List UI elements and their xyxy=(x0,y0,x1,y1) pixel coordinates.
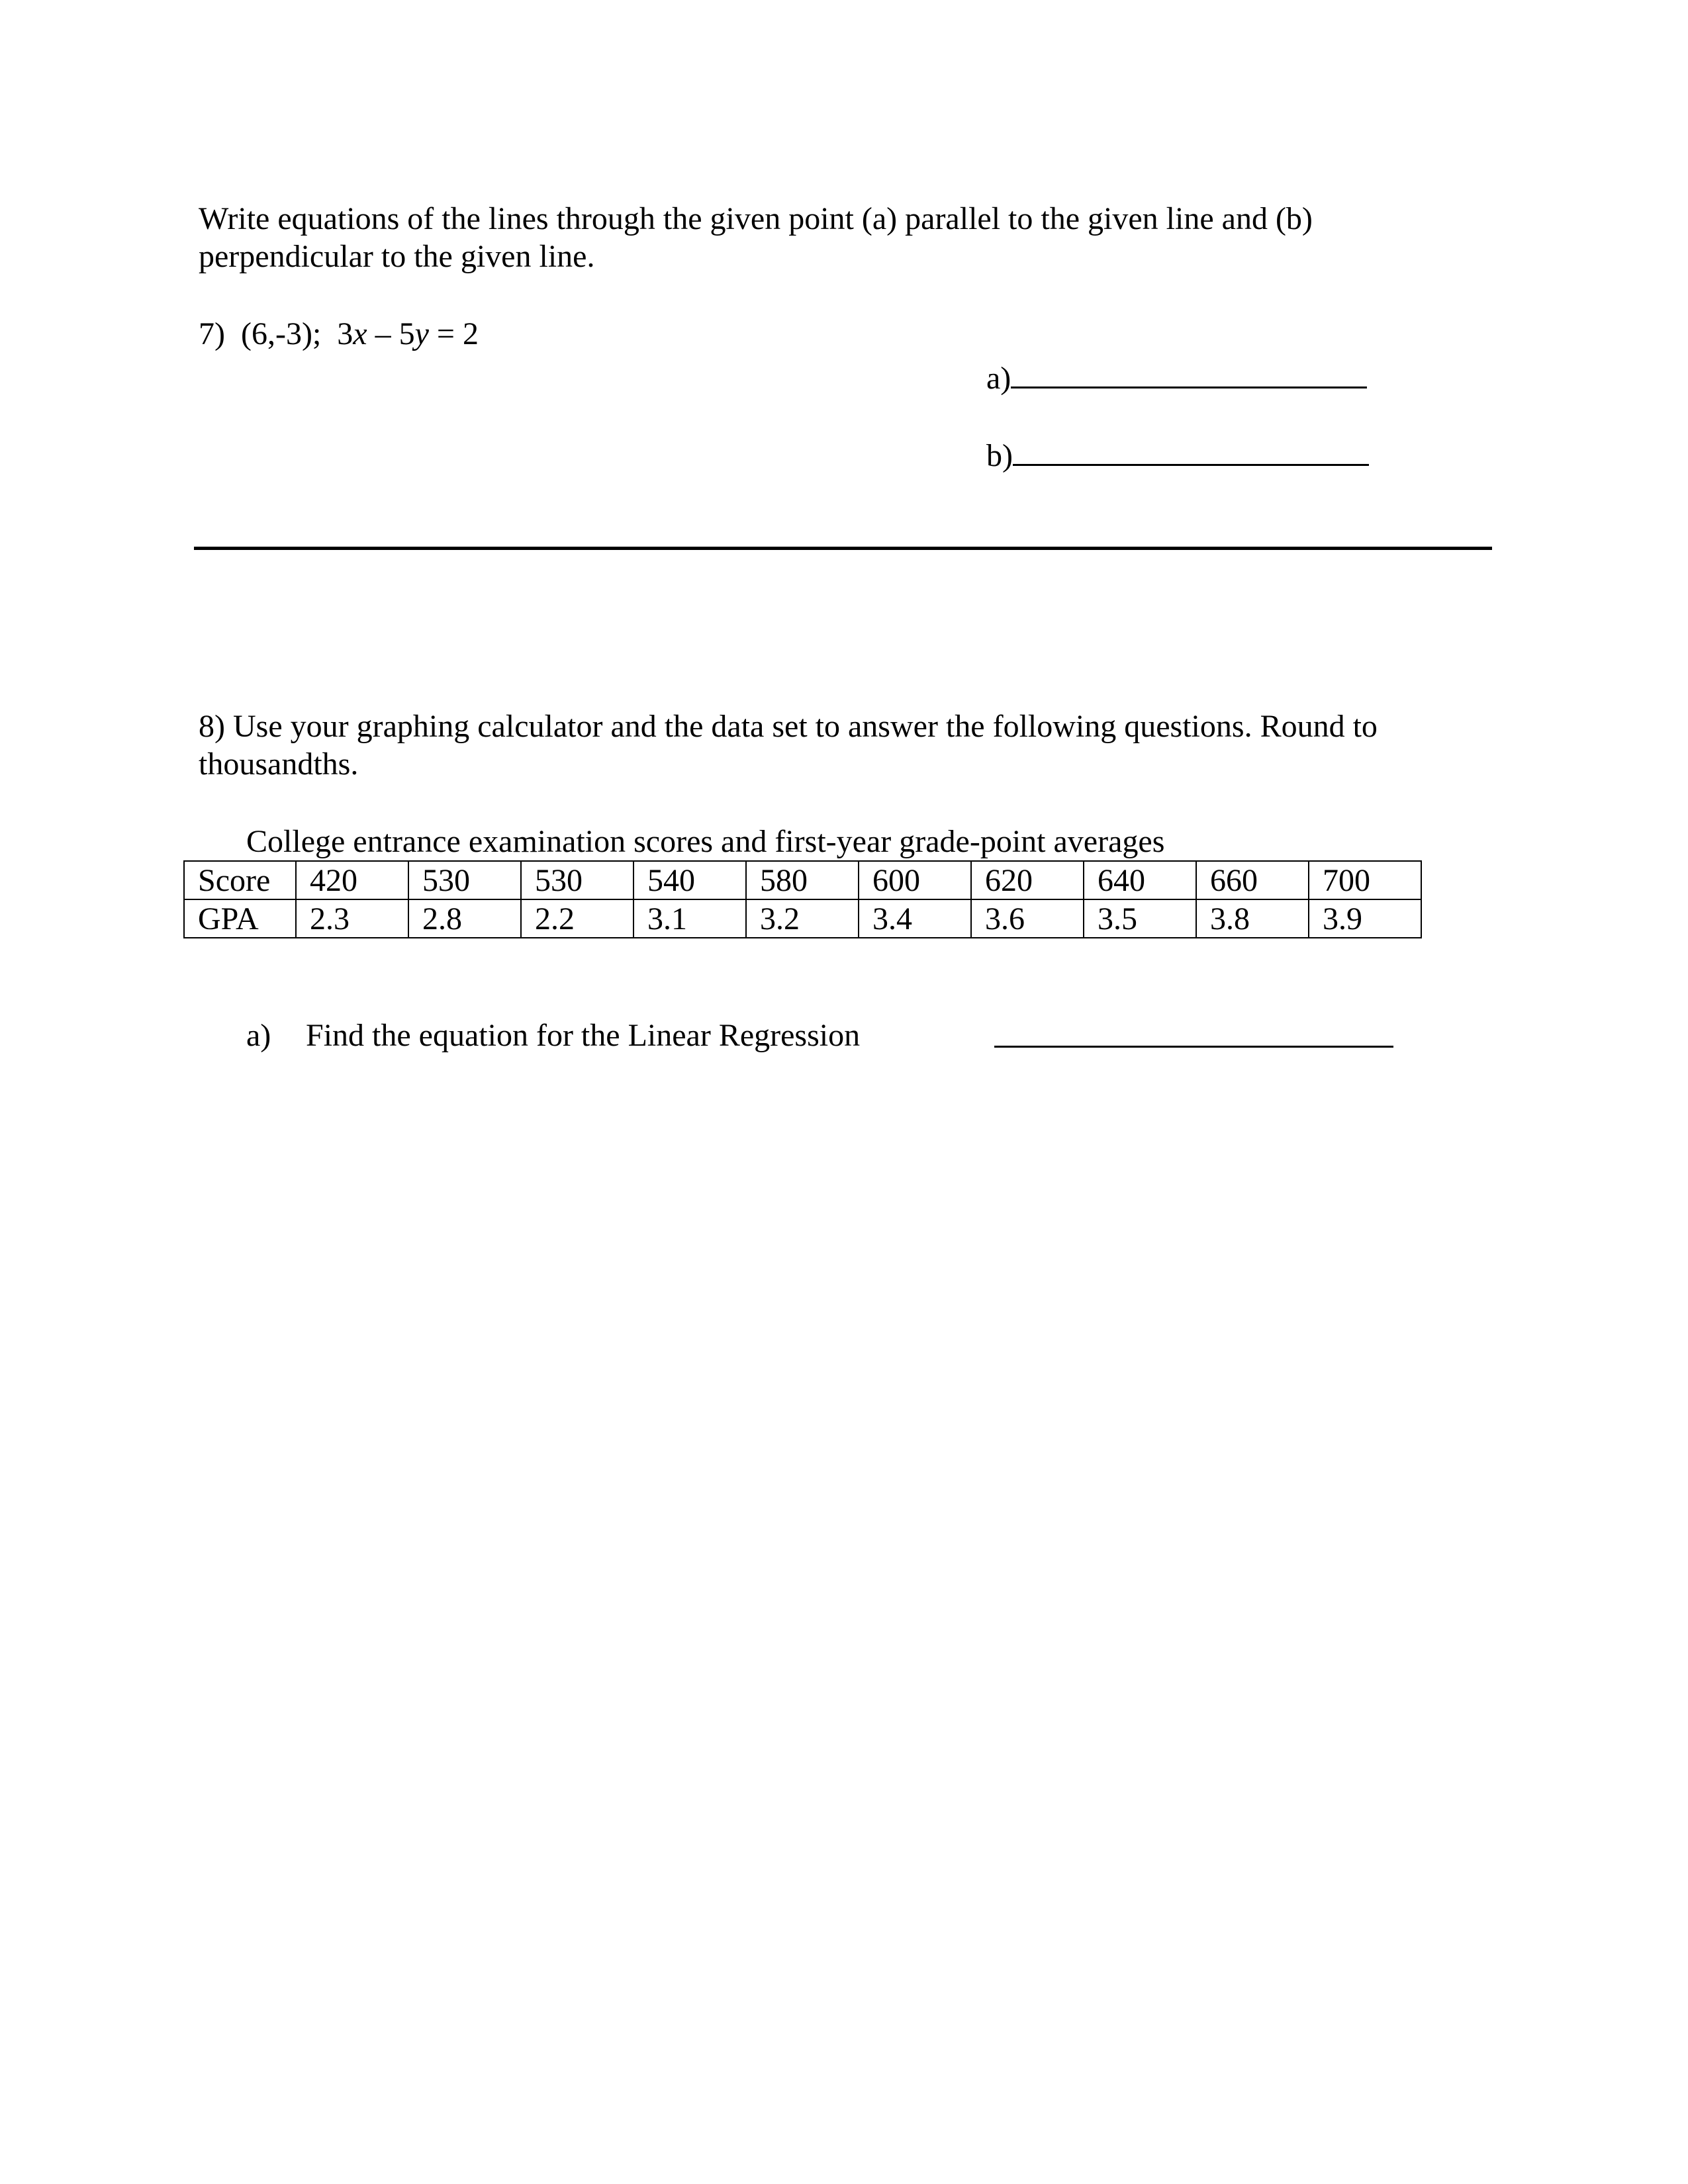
score-cell: 600 xyxy=(859,861,971,899)
problem-7-equation xyxy=(337,316,479,351)
gpa-cell: 3.8 xyxy=(1196,899,1309,938)
gpa-cell: 2.2 xyxy=(521,899,633,938)
section-divider xyxy=(194,547,1492,550)
score-cell: 640 xyxy=(1084,861,1196,899)
score-cell: 530 xyxy=(408,861,521,899)
score-cell: 660 xyxy=(1196,861,1309,899)
gpa-cell: 3.9 xyxy=(1309,899,1421,938)
answer-a-blank[interactable] xyxy=(1011,359,1367,388)
problem-7-label: 7) xyxy=(199,316,225,351)
score-cell: 620 xyxy=(971,861,1084,899)
eq-minus: – 5 xyxy=(367,316,415,351)
score-cell: 530 xyxy=(521,861,633,899)
gpa-cell: 3.1 xyxy=(633,899,746,938)
answer-b-label: b) xyxy=(986,438,1013,473)
eq-coef-x: 3 xyxy=(337,316,353,351)
score-row xyxy=(184,861,1421,899)
instructions-line-1: Write equations of the lines through the given point (a) parallel to the given line and (b) xyxy=(199,201,1313,236)
gpa-row-header: GPA xyxy=(184,899,296,938)
eq-var-x: x xyxy=(353,316,367,351)
answer-a-row xyxy=(986,359,1367,397)
answer-a-label: a) xyxy=(986,361,1011,396)
part-a-label: a) xyxy=(246,1018,271,1053)
gpa-cell: 3.2 xyxy=(746,899,859,938)
score-cell: 580 xyxy=(746,861,859,899)
problem-8-line-1: 8) Use your graphing calculator and the data set to answer the following questions. Round to xyxy=(199,709,1378,744)
gpa-cell: 2.8 xyxy=(408,899,521,938)
eq-rhs: = 2 xyxy=(428,316,479,351)
score-cell: 540 xyxy=(633,861,746,899)
score-row-header: Score xyxy=(184,861,296,899)
regression-answer-blank[interactable] xyxy=(994,1018,1393,1048)
score-cell: 420 xyxy=(296,861,408,899)
answer-b-row xyxy=(986,436,1369,475)
score-cell: 700 xyxy=(1309,861,1421,899)
problem-7 xyxy=(199,315,479,353)
eq-var-y: y xyxy=(414,316,429,351)
part-a-text: Find the equation for the Linear Regression xyxy=(306,1018,861,1053)
gpa-row xyxy=(184,899,1421,938)
gpa-cell: 3.4 xyxy=(859,899,971,938)
table-caption: College entrance examination scores and first-year grade-point averages xyxy=(246,824,1165,859)
problem-7-point: (6,-3); xyxy=(240,316,322,351)
instructions-line-2: perpendicular to the given line. xyxy=(199,239,595,274)
gpa-cell: 2.3 xyxy=(296,899,408,938)
problem-8-line-2: thousandths. xyxy=(199,747,359,782)
gpa-cell: 3.5 xyxy=(1084,899,1196,938)
gpa-cell: 3.6 xyxy=(971,899,1084,938)
answer-b-blank[interactable] xyxy=(1013,436,1369,466)
data-table xyxy=(183,860,1422,938)
